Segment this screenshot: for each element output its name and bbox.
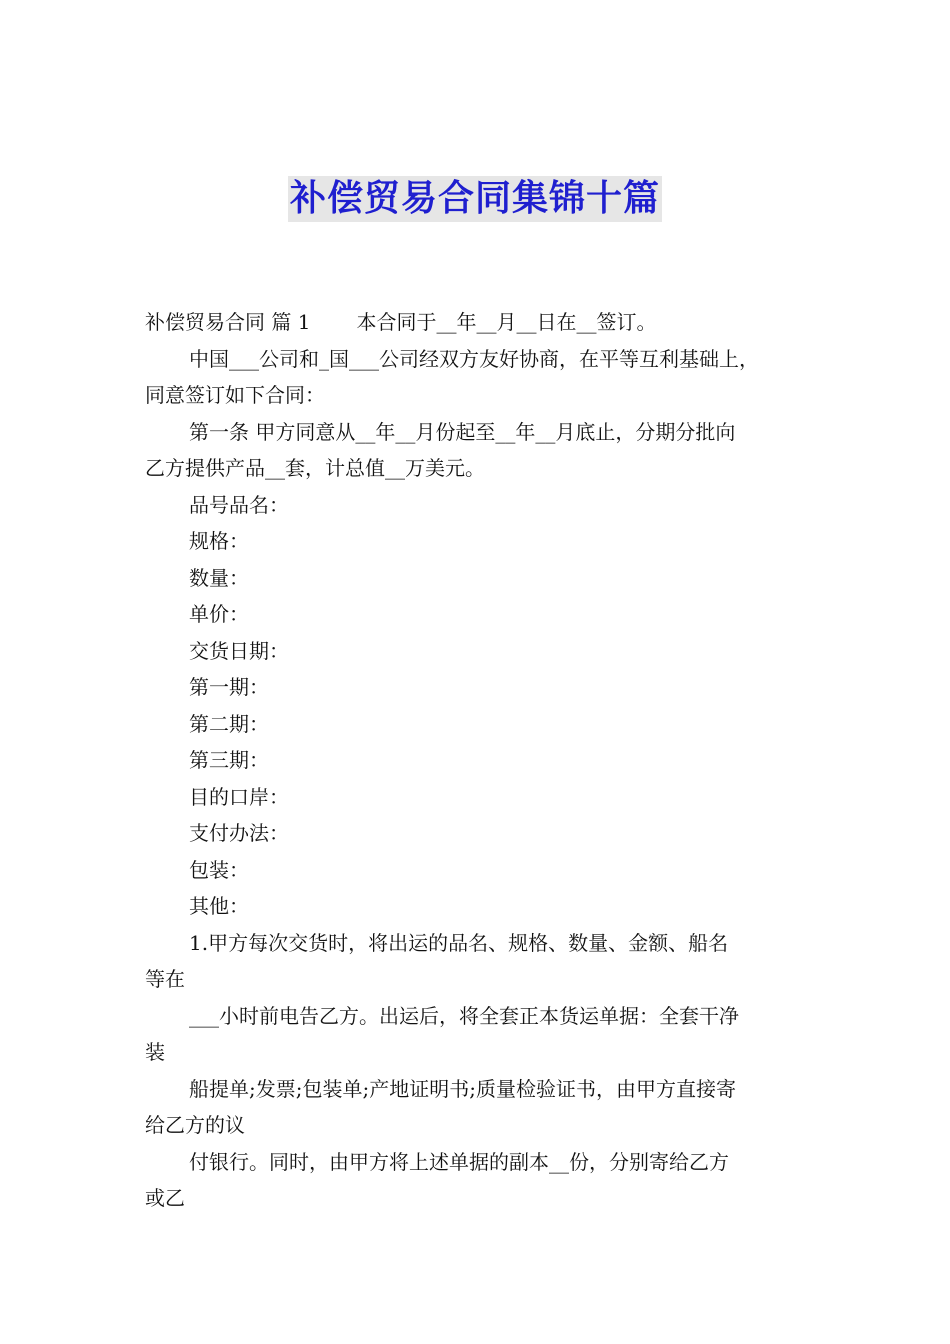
- text-line: 支付办法：: [189, 821, 289, 845]
- text-line: 或乙: [145, 1186, 185, 1210]
- text-line: 第一期：: [189, 675, 269, 699]
- text-line: 等在: [145, 967, 185, 991]
- text-line: 数量：: [189, 565, 249, 590]
- text-line: 1.甲方每次交货时，将出运的品名、规格、数量、金额、船名: [189, 930, 729, 955]
- document-title: 补偿贸易合同集锦十篇: [288, 176, 662, 222]
- text-line: 中国___公司和_国___公司经双方友好协商，在平等互利基础上，: [189, 346, 759, 371]
- text-line: 交货日期：: [189, 638, 289, 663]
- text-segment: 本合同于__年__月__日在__签订。: [356, 310, 657, 334]
- text-line: 乙方提供产品__套，计总值__万美元。: [145, 456, 485, 480]
- text-line: 付银行。同时，由甲方将上述单据的副本__份，分别寄给乙方: [189, 1149, 729, 1174]
- text-line: 第一条 甲方同意从__年__月份起至__年__月底止，分期分批向: [189, 419, 736, 444]
- text-line: 单价：: [189, 602, 249, 626]
- text-line: 第二期：: [189, 711, 269, 736]
- text-line: 品号品名：: [189, 492, 289, 517]
- document-body: [145, 304, 809, 1217]
- text-line: 第三期：: [189, 748, 269, 772]
- text-line: 规格：: [189, 529, 249, 553]
- text-line: 包装：: [189, 857, 249, 882]
- text-line: 船提单;发票;包装单;产地证明书;质量检验证书，由甲方直接寄: [189, 1076, 736, 1101]
- text-segment: 补偿贸易合同 篇 1: [145, 310, 311, 334]
- text-line: 目的口岸：: [189, 784, 289, 809]
- text-line: 同意签订如下合同：: [145, 383, 325, 407]
- text-line: [145, 304, 809, 341]
- text-line: 装: [145, 1040, 165, 1064]
- title-container: [0, 176, 950, 222]
- text-line: 给乙方的议: [145, 1113, 245, 1137]
- text-line: ___小时前电告乙方。出运后，将全套正本货运单据：全套干净: [189, 1003, 739, 1028]
- text-line: 其他：: [189, 894, 249, 918]
